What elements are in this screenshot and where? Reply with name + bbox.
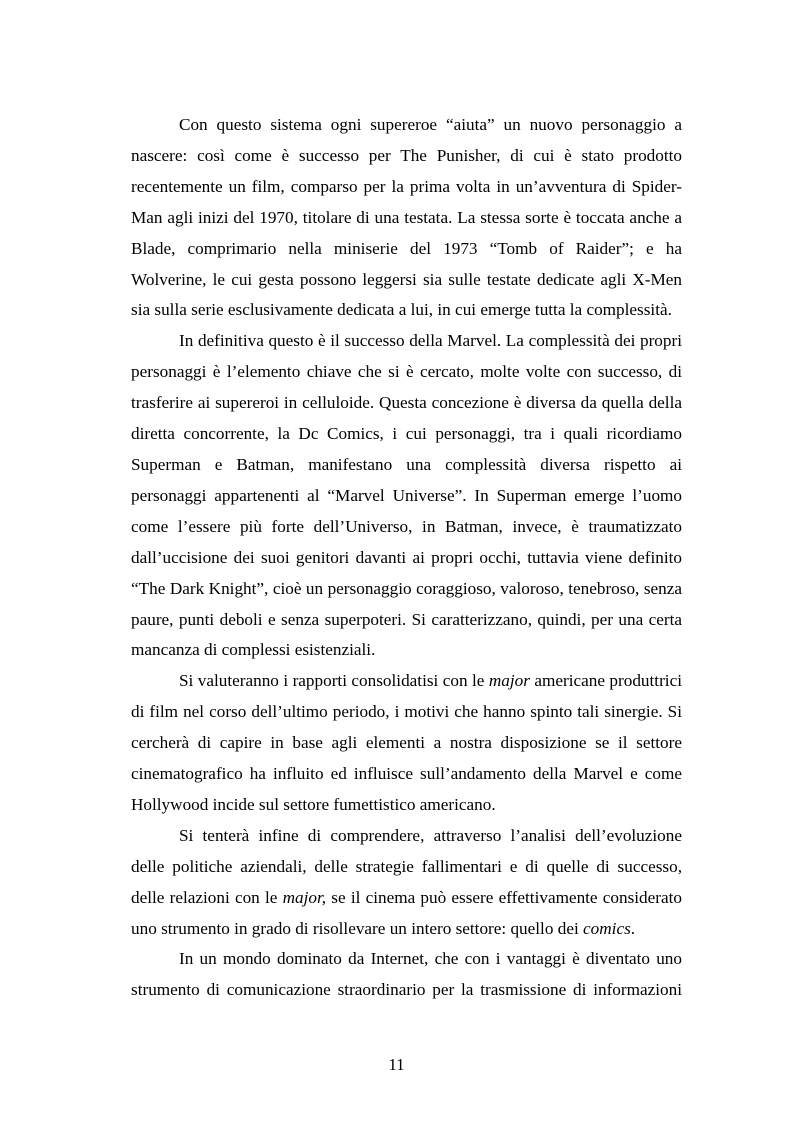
paragraph-text: americane produttrici di film nel corso dell’ultimo periodo, i motivi che hanno spinto tali sinergie. Si cercherà di capire in base agli elementi a nostra disposizione se il settore cinematografico ha influito ed influisce sull’andamento della Marvel e come Hollywood incide sul settore fumettistico americano. (131, 671, 682, 814)
paragraph-text: se il cinema può essere effettivamente considerato uno strumento in grado di risollevare un intero settore: quello dei (131, 887, 682, 938)
page-number: 11 (388, 1055, 405, 1074)
paragraph-text: Si valuteranno i rapporti consolidatisi con le (179, 671, 489, 691)
paragraph-text: In un mondo dominato da Internet, che con i vantaggi è diventato uno strumento di comunicazione straordinario per la trasmissione di informazioni (131, 949, 682, 1000)
paragraph-major-relations (131, 666, 682, 821)
paragraph-marvel-success (131, 326, 682, 666)
italic-term-major: major, (282, 887, 327, 907)
paragraph-text: Con questo sistema ogni supereroe “aiuta” un nuovo personaggio a nascere: così come è successo per The Punisher, di cui è stato prodotto recentemente un film, comparso per la prima volta in un’avventura di Spider-Man agli inizi del 1970, titolare di una testata. La stessa sorte è toccata anche a Blade, comprimario nella miniserie del 1973 “Tomb of Raider”; e ha Wolverine, le cui gesta possono leggersi sia sulle testate dedicate agli X-Men sia sulla serie esclusivamente dedicata a lui, in cui emerge tutta la complessità. (131, 115, 682, 320)
italic-term-major: major (488, 671, 530, 691)
page-body (131, 110, 682, 1006)
paragraph-punisher-blade-wolverine (131, 110, 682, 326)
paragraph-text: In definitiva questo è il successo della Marvel. La complessità dei propri personaggi è l’elemento chiave che si è cercato, molte volte con successo, di trasferire ai supereroi in celluloide. Questa concezione è diversa da quella della diretta concorrente, la Dc Comics, i cui personaggi, tra i quali ricordiamo Superman e Batman, manifestano una complessità diversa rispetto ai personaggi appartenenti al “Marvel Universe”. In Superman emerge l’uomo come l’essere più forte dell’Universo, in Batman, invece, è traumatizzato dall’uccisione dei suoi genitori davanti ai propri occhi, tuttavia viene definito “The Dark Knight”, cioè un personaggio coraggioso, valoroso, tenebroso, senza paure, punti deboli e senza superpoteri. Si caratterizzano, quindi, per una certa mancanza di complessi esistenziali. (131, 331, 682, 660)
paragraph-cinema-comics (131, 821, 682, 945)
paragraph-text: . (630, 918, 636, 938)
paragraph-internet (131, 944, 682, 1006)
italic-term-comics: comics (583, 918, 631, 938)
paragraph-text: Si tenterà infine di comprendere, attraverso l’analisi dell’evoluzione delle politiche aziendali, delle strategie fallimentari e di quelle di successo, delle relazioni con le (131, 825, 682, 907)
